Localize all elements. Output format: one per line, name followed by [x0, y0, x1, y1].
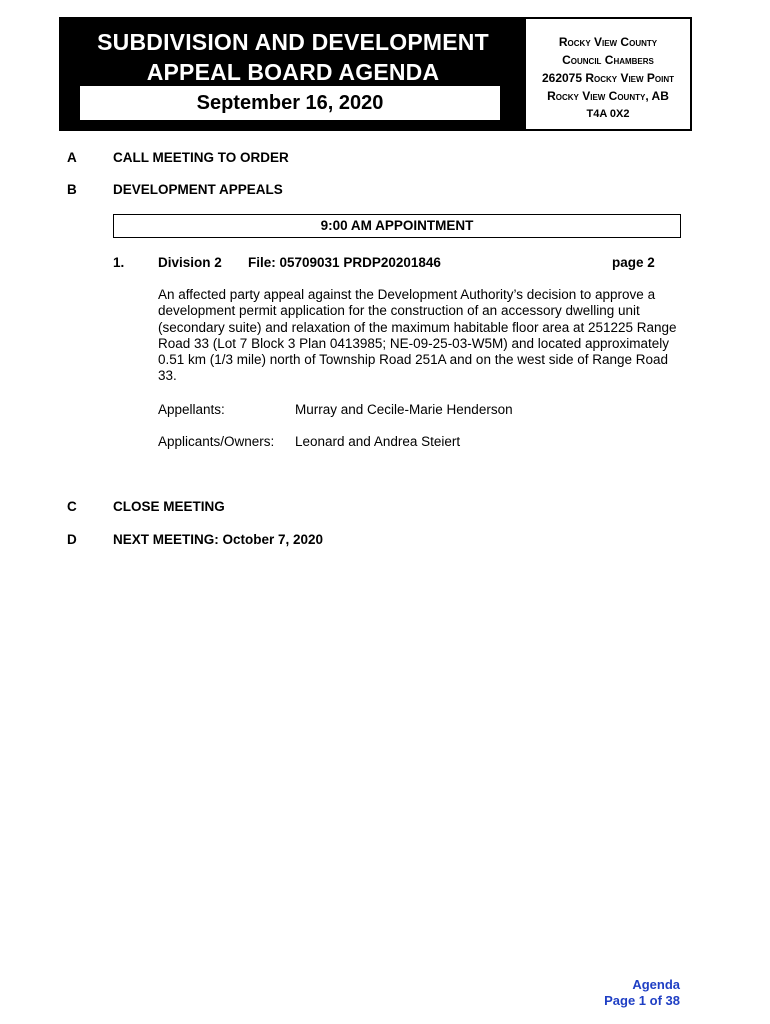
- applicants-label: Applicants/Owners:: [158, 434, 275, 449]
- meeting-date: September 16, 2020: [80, 86, 500, 120]
- page-title: [59, 27, 527, 87]
- title-line-2: APPEAL BOARD AGENDA: [146, 59, 440, 85]
- address-line-3: 262075 Rocky View Point: [541, 71, 675, 85]
- address-line-1: Rocky View County: [558, 35, 658, 49]
- applicants-value: Leonard and Andrea Steiert: [295, 434, 461, 449]
- address-line-4: Rocky View County, AB: [547, 89, 669, 103]
- appellants-label: Appellants:: [158, 402, 225, 417]
- address-line-2: Council Chambers: [562, 53, 654, 67]
- item-1-description: An affected party appeal against the Development Authority’s decision to approve a development permit application for the construction of an accessory dwelling unit (secondary suite) and relaxation of the maximum habitable floor area at 251225 Range Road 33 (Lot 7 Block 3 Plan 0413985; NE-09-25-03-W5M) and located approximately 0.51 km (1/3 mile) north of Township Road 251A and on the west side of Range Road 33.: [158, 287, 677, 384]
- item-a-letter: A: [67, 150, 77, 165]
- title-line-1: SUBDIVISION AND DEVELOPMENT: [97, 29, 489, 55]
- item-b-letter: B: [67, 182, 77, 197]
- appellants-value: Murray and Cecile-Marie Henderson: [295, 402, 513, 417]
- item-d-text: NEXT MEETING: October 7, 2020: [113, 532, 324, 547]
- item-a-text: CALL MEETING TO ORDER: [113, 150, 289, 165]
- item-1-division: Division 2: [158, 255, 222, 270]
- footer-agenda-label: Agenda: [632, 977, 680, 992]
- appointment-heading: 9:00 AM APPOINTMENT: [113, 214, 681, 238]
- item-1-number: 1.: [113, 255, 125, 270]
- item-d-letter: D: [67, 532, 77, 547]
- item-c-letter: C: [67, 499, 77, 514]
- address-block: [524, 17, 692, 131]
- address-line-5: T4A 0X2: [586, 108, 630, 120]
- item-1-page: page 2: [612, 255, 655, 270]
- page-footer: [604, 977, 680, 1009]
- item-c-text: CLOSE MEETING: [113, 499, 225, 514]
- item-b-text: DEVELOPMENT APPEALS: [113, 182, 283, 197]
- item-1-file: File: 05709031 PRDP20201846: [248, 255, 441, 270]
- footer-page-number: Page 1 of 38: [604, 993, 680, 1008]
